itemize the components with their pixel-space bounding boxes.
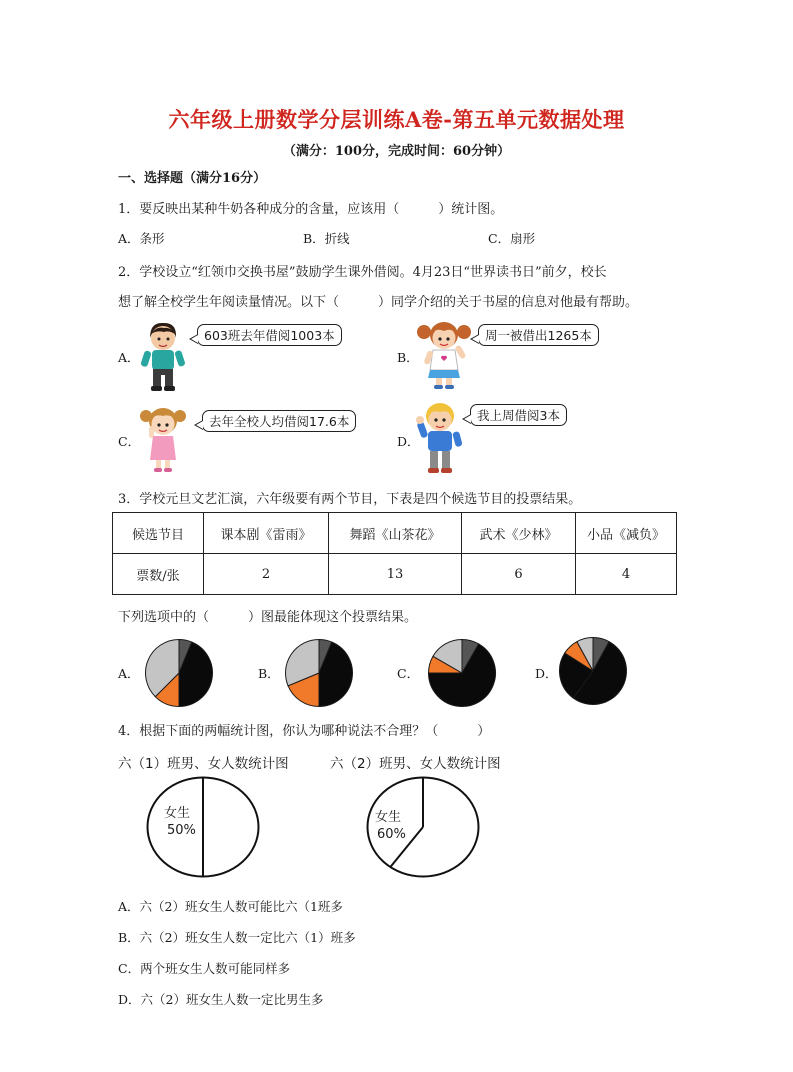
q4-stem: 4．根据下面的两幅统计图，你认为哪种说法不合理？（ ） bbox=[118, 724, 491, 739]
q2-option-d-letter: D． bbox=[397, 434, 420, 449]
q4-option-b: B．六（2）班女生人数一定比六（1）班多 bbox=[118, 930, 356, 945]
q2-stem-line1: 2．学校设立“红领巾交换书屋”鼓励学生课外借阅。4月23日“世界读书日”前夕，校长 bbox=[118, 265, 607, 280]
table-cell: 票数/张 bbox=[113, 554, 204, 595]
q2-stem-line2: 想了解全校学生年阅读量情况。以下（ ）同学介绍的关于书屋的信息对他最有帮助。 bbox=[118, 295, 639, 310]
table-row bbox=[113, 554, 677, 595]
table-cell: 课本剧《雷雨》 bbox=[204, 513, 329, 554]
table-cell: 13 bbox=[329, 554, 462, 595]
q2-option-a-letter: A． bbox=[118, 350, 140, 365]
q3-option-c-letter: C． bbox=[397, 666, 420, 681]
page-subtitle: （满分：100分，完成时间：60分钟） bbox=[282, 144, 511, 159]
q3-stem: 3．学校元旦文艺汇演，六年级要有两个节目，下表是四个候选节目的投票结果。 bbox=[118, 492, 582, 507]
q1-option-b: B．折线 bbox=[303, 231, 350, 246]
pie-chart-option-c bbox=[427, 638, 497, 708]
boy-blond-student-icon bbox=[414, 400, 464, 476]
table-cell: 6 bbox=[462, 554, 576, 595]
table-cell: 候选节目 bbox=[113, 513, 204, 554]
boy-student-icon bbox=[140, 320, 186, 392]
section-heading: 一、选择题（满分16分） bbox=[118, 171, 267, 186]
chart1-title: 六（1）班男、女人数统计图 bbox=[118, 756, 289, 772]
class1-gender-pie-chart bbox=[146, 776, 260, 878]
table-cell: 小品《减负》 bbox=[576, 513, 677, 554]
page-title: 六年级上册数学分层训练A卷-第五单元数据处理 bbox=[168, 107, 625, 132]
q3-option-b-letter: B． bbox=[258, 666, 280, 681]
q3-question: 下列选项中的（ ）图最能体现这个投票结果。 bbox=[118, 610, 418, 625]
speech-bubble-a: 603班去年借阅1003本 bbox=[197, 324, 342, 346]
q1-option-a: A．条形 bbox=[118, 231, 165, 246]
q4-option-a: A．六（2）班女生人数可能比六（1班多 bbox=[118, 899, 343, 914]
table-row bbox=[113, 513, 677, 554]
girl-student-icon bbox=[416, 318, 472, 390]
q3-option-a-letter: A． bbox=[118, 666, 140, 681]
pie-chart-option-d bbox=[558, 636, 628, 706]
q2-option-b-letter: B． bbox=[397, 350, 419, 365]
pie-chart-option-b bbox=[284, 638, 354, 708]
q4-option-c: C．两个班女生人数可能同样多 bbox=[118, 961, 291, 976]
pie-chart-option-a bbox=[144, 638, 214, 708]
q2-option-c-letter: C． bbox=[118, 434, 141, 449]
speech-bubble-c: 去年全校人均借阅17.6本 bbox=[202, 410, 356, 432]
table-cell: 2 bbox=[204, 554, 329, 595]
chart1-female-value: 50% bbox=[167, 823, 196, 838]
table-cell: 4 bbox=[576, 554, 677, 595]
speech-bubble-b: 周一被借出1265本 bbox=[478, 324, 599, 346]
chart1-female-label: 女生 bbox=[164, 806, 191, 821]
q3-option-d-letter: D． bbox=[535, 666, 558, 681]
q1-stem: 1．要反映出某种牛奶各种成分的含量，应该用（ ）统计图。 bbox=[118, 202, 504, 217]
q1-option-c: C．扇形 bbox=[488, 231, 536, 246]
speech-bubble-d: 我上周借阅3本 bbox=[470, 404, 567, 426]
chart2-female-value: 60% bbox=[377, 827, 406, 842]
vote-results-table bbox=[112, 512, 677, 595]
q4-option-d: D．六（2）班女生人数一定比男生多 bbox=[118, 992, 324, 1007]
chart2-female-label: 女生 bbox=[375, 810, 402, 825]
girl-pink-student-icon bbox=[138, 404, 188, 474]
table-cell: 武术《少林》 bbox=[462, 513, 576, 554]
chart2-title: 六（2）班男、女人数统计图 bbox=[330, 756, 501, 772]
table-cell: 舞蹈《山茶花》 bbox=[329, 513, 462, 554]
